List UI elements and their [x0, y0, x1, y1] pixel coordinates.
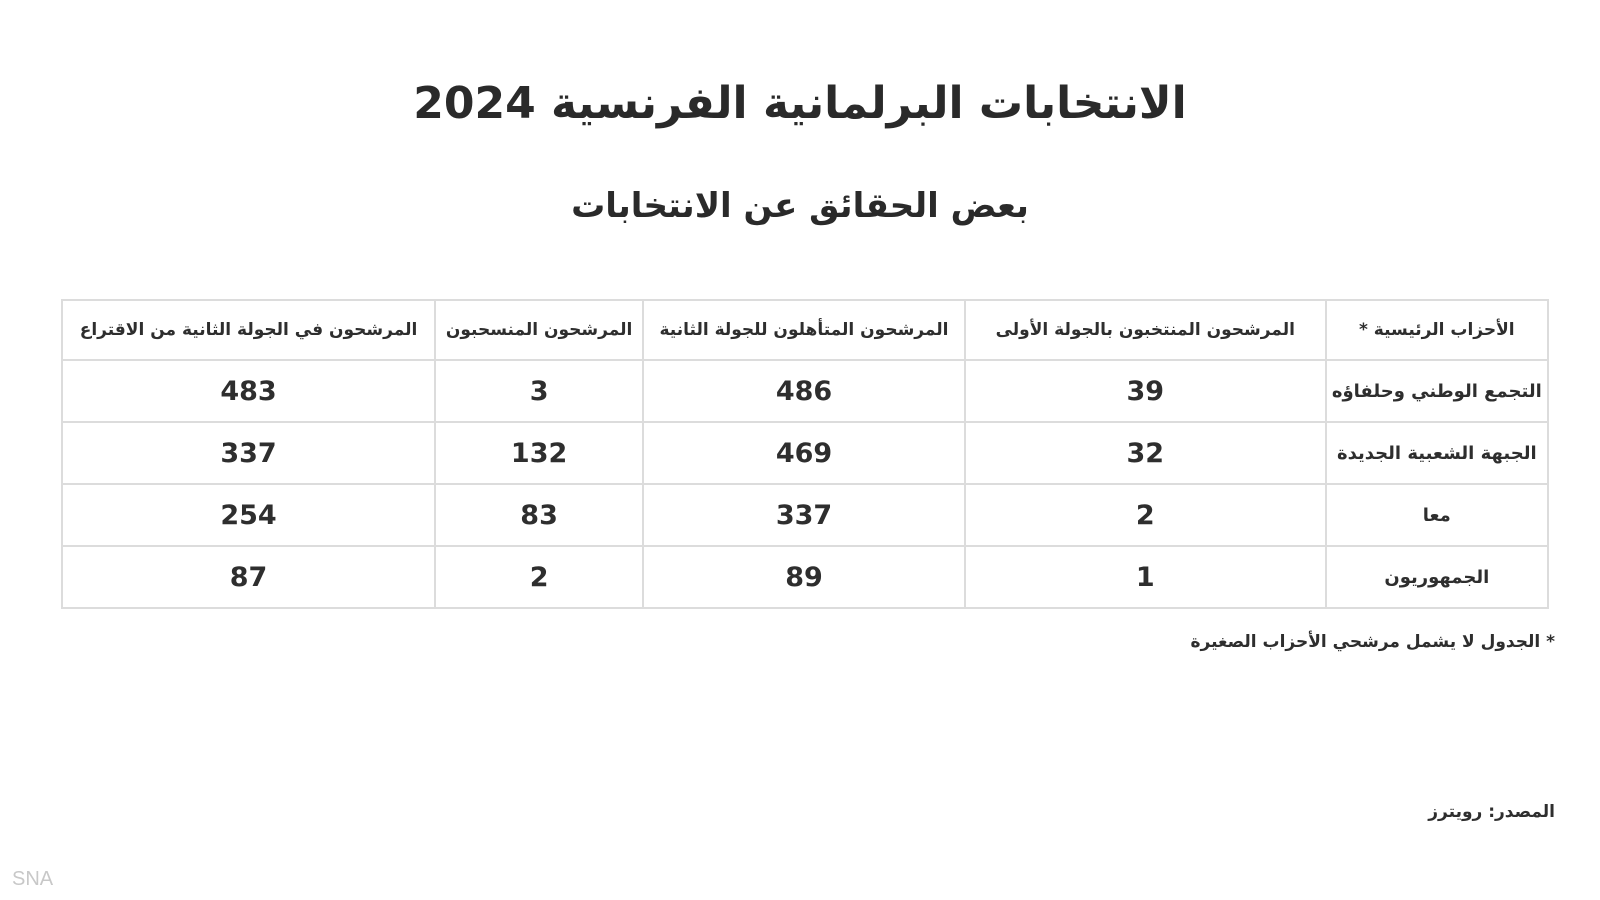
table-footnote: * الجدول لا يشمل مرشحي الأحزاب الصغيرة: [1190, 632, 1555, 652]
table-row: [62, 546, 1548, 608]
party-name: التجمع الوطني وحلفاؤه: [1326, 360, 1548, 422]
qualified-second-round-value: 89: [643, 546, 965, 608]
header-second-round-candidates: المرشحون في الجولة الثانية من الاقتراع: [62, 300, 435, 360]
elected-first-round-value: 39: [965, 360, 1326, 422]
elected-first-round-value: 2: [965, 484, 1326, 546]
table-row: [62, 422, 1548, 484]
header-parties: الأحزاب الرئيسية *: [1326, 300, 1548, 360]
qualified-second-round-value: 469: [643, 422, 965, 484]
withdrawn-value: 2: [435, 546, 643, 608]
elected-first-round-value: 1: [965, 546, 1326, 608]
withdrawn-value: 83: [435, 484, 643, 546]
facts-table: [61, 299, 1549, 609]
header-qualified-second-round: المرشحون المتأهلون للجولة الثانية: [643, 300, 965, 360]
watermark-logo: SNA: [12, 868, 54, 890]
table-row: [62, 360, 1548, 422]
page-title: الانتخابات البرلمانية الفرنسية 2024: [413, 78, 1187, 129]
second-round-candidates-value: 337: [62, 422, 435, 484]
withdrawn-value: 132: [435, 422, 643, 484]
header-withdrawn: المرشحون المنسحبون: [435, 300, 643, 360]
page-subtitle: بعض الحقائق عن الانتخابات: [571, 186, 1029, 226]
second-round-candidates-value: 254: [62, 484, 435, 546]
elected-first-round-value: 32: [965, 422, 1326, 484]
table-row: [62, 484, 1548, 546]
withdrawn-value: 3: [435, 360, 643, 422]
second-round-candidates-value: 87: [62, 546, 435, 608]
party-name: الجمهوريون: [1326, 546, 1548, 608]
party-name: الجبهة الشعبية الجديدة: [1326, 422, 1548, 484]
qualified-second-round-value: 486: [643, 360, 965, 422]
second-round-candidates-value: 483: [62, 360, 435, 422]
table-header-row: [62, 300, 1548, 360]
source-credit: المصدر: رويترز: [1428, 802, 1555, 822]
header-elected-first-round: المرشحون المنتخبون بالجولة الأولى: [965, 300, 1326, 360]
qualified-second-round-value: 337: [643, 484, 965, 546]
party-name: معا: [1326, 484, 1548, 546]
